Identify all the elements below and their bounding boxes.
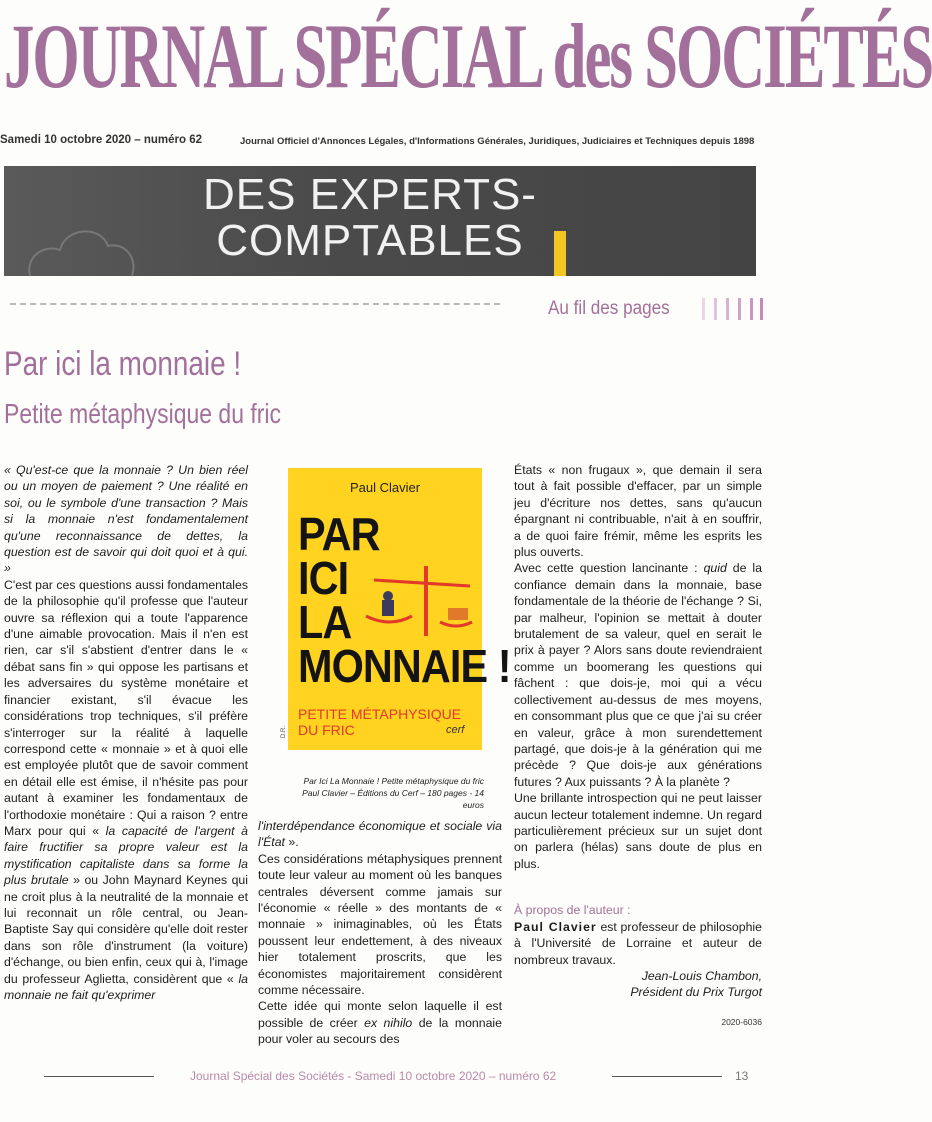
footer-rule-right	[612, 1076, 722, 1077]
photo-credit: D.R.	[281, 726, 287, 738]
book-subtitle: PETITE MÉTAPHYSIQUE DU FRIC	[298, 706, 462, 738]
book-caption: Par Ici La Monnaie ! Petite métaphysique du fric Paul Clavier – Éditions du Cerf – 180 pages - 14 euros	[302, 776, 484, 810]
article-reference: 2020-6036	[721, 1017, 762, 1027]
section-bars-decoration	[700, 298, 764, 320]
article-title: Par ici la monnaie !	[4, 345, 242, 383]
article-paragraph: Cette idée qui monte selon laquelle il est possible de créer ex nihilo de la monnaie pour voler au secours des	[258, 999, 502, 1047]
article-paragraph: C'est par ces questions aussi fondamentales de la philosophie qu'il professe que l'auteur ouvre sa réflexion qui a toute l'apparence d'une aimable provocation. Mais il n'en est rien, car s'il s'abstient d'entrer dans le « débat sans fin » qui oppose les partisans et les adversaires du système monétaire et financier existant, s'il évacue les considérations trop techniques, s'il préfère s'interroger sur la réalité à laquelle correspond cette « monnaie » et à quoi elle est employée plutôt que de savoir comment en détail elle est émise, il n'hésite pas pour autant à examiner les fondamentaux de l'orthodoxie monétaire : Qui a raison ? entre Marx pour qui « la capacité de l'argent à faire fructifier sa propre valeur est la mystification capitaliste dans sa forme la plus brutale » ou John Maynard Keynes qui ne croit plus à la neutralité de la monnaie et lui reconnait un rôle central, ou Jean-Baptiste Say qui considère qu'elle doit rester dans son rôle d'instrument (la voiture) d'échange, ou bien enfin, ceux qui à, l'image du professeur Aglietta, considèrent que « la monnaie ne fait qu'exprimer	[4, 577, 249, 1002]
scale-illustration	[364, 556, 474, 652]
book-title: PAR ICI LA MONNAIE !	[298, 508, 511, 692]
issue-date: Samedi 10 octobre 2020 – numéro 62	[0, 134, 202, 146]
signature: Jean-Louis Chambon, Président du Prix Turgot	[630, 969, 762, 1000]
article-paragraph: Ces considérations métaphysiques prennent toute leur valeur au moment où les banques centrales déversent comme jamais sur l'économie « réelle » des montants de « monnaie » inimaginables, où les États poussent leur endettement, à des niveaux hier totalement proscrits, que les économistes majoritairement considèrent comme nécessaire.	[258, 851, 502, 998]
book-cover	[288, 468, 511, 750]
article-paragraph: États « non frugaux », que demain il sera tout à fait possible d'effacer, par un simple jeu d'écriture nos dettes, sans qu'aucun épargnant ni contribuable, n'ait à en souffrir, a de quoi faire frémir, même les esprits les plus ouverts.	[514, 463, 762, 560]
article-subtitle: Petite métaphysique du fric	[4, 398, 281, 429]
about-author-heading: À propos de l'auteur :	[514, 903, 631, 917]
article-column-1	[4, 462, 248, 1003]
article-paragraph: l'interdépendance économique et sociale via l'État ».	[258, 819, 502, 850]
masthead	[4, 5, 932, 124]
footer-text: Journal Spécial des Sociétés - Samedi 10 octobre 2020 – numéro 62	[190, 1069, 557, 1083]
article-paragraph: Une brillante introspection qui ne peut laisser aucun lecteur totalement indemne. Un regard particulièrement précieux sur un sujet dont on parlera (hélas) sans doute de plus en plus.	[514, 791, 762, 871]
publisher-logo: cerf	[446, 724, 465, 736]
dashed-divider	[10, 303, 500, 311]
banner-accent-bar	[554, 231, 566, 276]
article-column-2	[258, 818, 502, 1048]
banner-title-line1: DES EXPERTS-	[203, 170, 537, 219]
page-number: 13	[735, 1069, 749, 1083]
footer-rule-left	[44, 1076, 154, 1077]
journal-title: JOURNAL SPÉCIAL des SOCIÉTÉS	[4, 5, 932, 107]
article-column-3	[514, 462, 762, 872]
article-paragraph: Avec cette question lancinante : quid de la confiance demain dans la monnaie, base fondamentale de la théorie de l'échange ? Si, par malheur, l'opinion se mettait à douter brutalement de sa valeur, quel en serait le prix à payer ? Alors sans doute reviendraient comme un boomerang les questions qui fâchent : que dois-je, moi qui a vécu collectivement au-dessus de mes moyens, en consommant plus que ce que j'ai su créer en valeur, grâce à mon surendettement partagé, que dois-je à la génération qui me précède ? Que dois-je aux générations futures ? Aux puissants ? À la planète ?	[514, 561, 762, 789]
about-author-text: Paul Clavier est professeur de philosophie à l'Université de Lorraine et auteur de nombreux travaux.	[514, 920, 762, 967]
section-banner	[4, 166, 756, 276]
banner-title-line2: COMPTABLES	[216, 216, 524, 265]
book-author: Paul Clavier	[349, 480, 421, 495]
journal-tagline: Journal Officiel d'Annonces Légales, d'Informations Générales, Juridiques, Judiciaires et Techniques depuis 1898	[240, 136, 755, 147]
section-label: Au fil des pages	[548, 298, 670, 319]
article-intro: « Qu'est-ce que la monnaie ? Un bien réel ou un moyen de paiement ? Une réalité en soi, ou le symbole d'une transaction ? Mais si la monnaie n'est fondamentalement qu'une reconnaissance de dettes, la question est de savoir qui doit quoi et à qui. »	[4, 463, 248, 576]
